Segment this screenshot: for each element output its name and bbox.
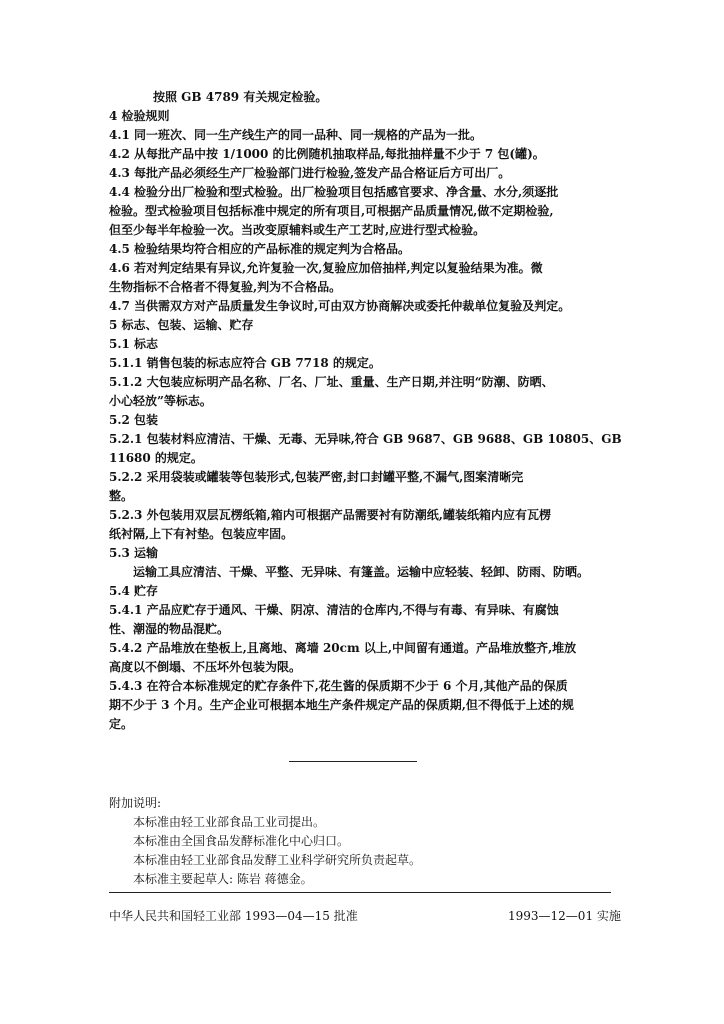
text-line: 检验。型式检验项目包括标准中规定的所有项目,可根据产品质量情况,做不定期检验, xyxy=(109,204,554,218)
text-line: 5.1.2 大包装应标明产品名称、厂名、厂址、重量、生产日期,并注明“防潮、防晒、 xyxy=(109,375,554,389)
text-line: 4.4 检验分出厂检验和型式检验。出厂检验项目包括感官要求、净含量、水分,须逐批 xyxy=(109,185,559,199)
text-line: 5.2.2 采用袋装或罐装等包装形式,包装严密,封口封罐平整,不漏气,图案清晰完 xyxy=(109,470,524,484)
text-line: 5.4.2 产品堆放在垫板上,且离地、离墙 20cm 以上,中间留有通道。产品堆放整齐,堆放 xyxy=(109,641,577,655)
text-line: 按照 GB 4789 有关规定检验。 xyxy=(153,90,328,104)
text-line: 小心轻放”等标志。 xyxy=(109,394,212,408)
text-line: 5.2.1 包装材料应清洁、干燥、无毒、无异味,符合 GB 9687、GB 9688、GB 10805、GB xyxy=(109,432,622,446)
note-item: 本标准由轻工业部食品工业司提出。 xyxy=(133,815,326,829)
subsection-heading-5-3: 5.3 运输 xyxy=(109,546,159,560)
text-line: 4.2 从每批产品中按 1/1000 的比例随机抽取样品,每批抽样量不少于 7 包(罐)。 xyxy=(109,147,545,161)
section-heading-4: 4 检验规则 xyxy=(109,109,170,123)
note-item: 本标准由轻工业部食品发酵工业科学研究所负责起草。 xyxy=(133,853,422,867)
subsection-heading-5-2: 5.2 包装 xyxy=(109,413,159,427)
text-line: 4.5 检验结果均符合相应的产品标准的规定判为合格品。 xyxy=(109,242,411,256)
note-item: 本标准主要起草人: 陈岩 蒋德金。 xyxy=(133,872,313,886)
end-of-text-divider xyxy=(289,761,417,762)
footer-approval: 中华人民共和国轻工业部 1993—04—15 批准 xyxy=(109,909,358,923)
text-line: 性、潮湿的物品混贮。 xyxy=(109,622,230,636)
footer-implementation: 1993—12—01 实施 xyxy=(508,909,621,923)
text-line: 5.1.1 销售包装的标志应符合 GB 7718 的规定。 xyxy=(109,356,381,370)
additional-notes-heading: 附加说明: xyxy=(109,796,162,810)
text-line: 4.1 同一班次、同一生产线生产的同一品种、同一规格的产品为一批。 xyxy=(109,128,483,142)
text-line: 4.3 每批产品必须经生产厂检验部门进行检验,签发产品合格证后方可出厂。 xyxy=(109,166,511,180)
section-heading-5: 5 标志、包装、运输、贮存 xyxy=(109,318,254,332)
text-line: 期不少于 3 个月。生产企业可根据本地生产条件规定产品的保质期,但不得低于上述的规 xyxy=(109,698,574,712)
text-line: 整。 xyxy=(109,489,134,503)
text-line: 4.6 若对判定结果有异议,允许复验一次,复验应加倍抽样,判定以复验结果为准。微 xyxy=(109,261,543,275)
text-line: 定。 xyxy=(109,717,134,731)
subsection-heading-5-1: 5.1 标志 xyxy=(109,337,159,351)
footer-divider xyxy=(109,892,611,893)
text-line: 11680 的规定。 xyxy=(109,451,203,465)
text-line: 5.2.3 外包装用双层瓦楞纸箱,箱内可根据产品需要衬有防潮纸,罐装纸箱内应有瓦楞 xyxy=(109,508,551,522)
text-line: 4.7 当供需双方对产品质量发生争议时,可由双方协商解决或委托仲裁单位复验及判定。 xyxy=(109,299,571,313)
text-line: 纸衬隔,上下有衬垫。包装应牢固。 xyxy=(109,527,294,541)
text-line: 生物指标不合格者不得复验,判为不合格品。 xyxy=(109,280,342,294)
note-item: 本标准由全国食品发酵标准化中心归口。 xyxy=(133,834,350,848)
text-line: 运输工具应清洁、干燥、平整、无异味、有篷盖。运输中应轻装、轻卸、防雨、防晒。 xyxy=(133,565,590,579)
text-line: 但至少每半年检验一次。当改变原辅料或生产工艺时,应进行型式检验。 xyxy=(109,223,486,237)
text-line: 5.4.3 在符合本标准规定的贮存条件下,花生酱的保质期不少于 6 个月,其他产品的保质 xyxy=(109,679,568,693)
text-line: 高度以不倒塌、不压坏外包装为限。 xyxy=(109,660,302,674)
text-line: 5.4.1 产品应贮存于通风、干燥、阴凉、清洁的仓库内,不得与有毒、有异味、有腐蚀 xyxy=(109,603,559,617)
subsection-heading-5-4: 5.4 贮存 xyxy=(109,584,159,598)
